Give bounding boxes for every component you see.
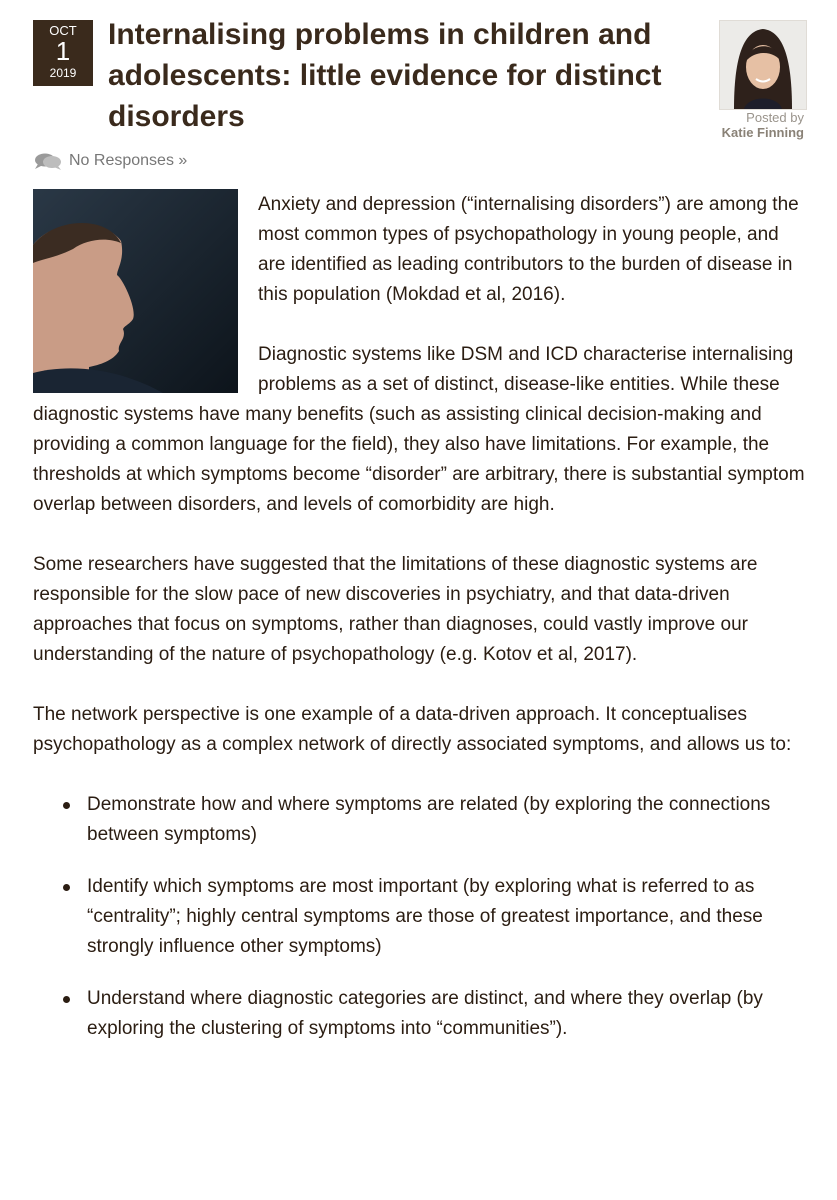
- list-item: Demonstrate how and where symptoms are related (by exploring the connections between symptoms): [33, 790, 808, 850]
- paragraph: Diagnostic systems like DSM and ICD characterise internalising problems as a set of distinct, disease-like entities. While these diagnostic systems have many benefits (such as assisting clinical decision-making and providing a common language for the field), they also have limitations. For example, the thresholds at which symptoms become “disorder” are arbitrary, there is substantial symptom overlap between disorders, and levels of comorbidity are high.: [33, 344, 805, 515]
- list-item: Identify which symptoms are most important (by exploring what is referred to as “centrality”; highly central symptoms are those of greatest importance, and these strongly influence other symptoms): [33, 872, 808, 962]
- author-avatar[interactable]: [719, 20, 807, 110]
- post-title[interactable]: Internalising problems in children and adolescents: little evidence for distinct disorders: [108, 18, 662, 133]
- date-day: 1: [55, 36, 71, 66]
- date-year: 2019: [49, 66, 77, 80]
- paragraph: Anxiety and depression (“internalising disorders”) are among the most common types of psychopathology in young people, and are identified as leading contributors to the burden of disease in this population (Mokdad et al, 2016).: [258, 194, 799, 305]
- image-float-spacer: [33, 190, 258, 400]
- responses-label: No Responses »: [69, 152, 188, 169]
- author-name-link[interactable]: Katie Finning: [721, 125, 804, 140]
- bullet-list: [33, 790, 808, 1044]
- paragraph: The network perspective is one example of a data-driven approach. It conceptualises psychopathology as a complex network of directly associated symptoms, and allows us to:: [33, 704, 792, 755]
- article-body: [33, 190, 808, 1066]
- speech-bubbles-icon: [33, 152, 63, 170]
- date-badge: [33, 20, 93, 86]
- responses-link[interactable]: [33, 152, 187, 170]
- list-item: Understand where diagnostic categories are distinct, and where they overlap (by exploring the clustering of symptoms into “communities”).: [33, 984, 808, 1044]
- paragraph: Some researchers have suggested that the limitations of these diagnostic systems are responsible for the slow pace of new discoveries in psychiatry, and that data-driven approaches that focus on symptoms, rather than diagnoses, could vastly improve our understanding of the nature of psychopathology (e.g. Kotov et al, 2017).: [33, 554, 758, 665]
- author-portrait-image: [720, 21, 806, 109]
- posted-by: [722, 110, 804, 140]
- date-month: OCT: [49, 23, 77, 38]
- posted-by-label: Posted by: [746, 110, 804, 125]
